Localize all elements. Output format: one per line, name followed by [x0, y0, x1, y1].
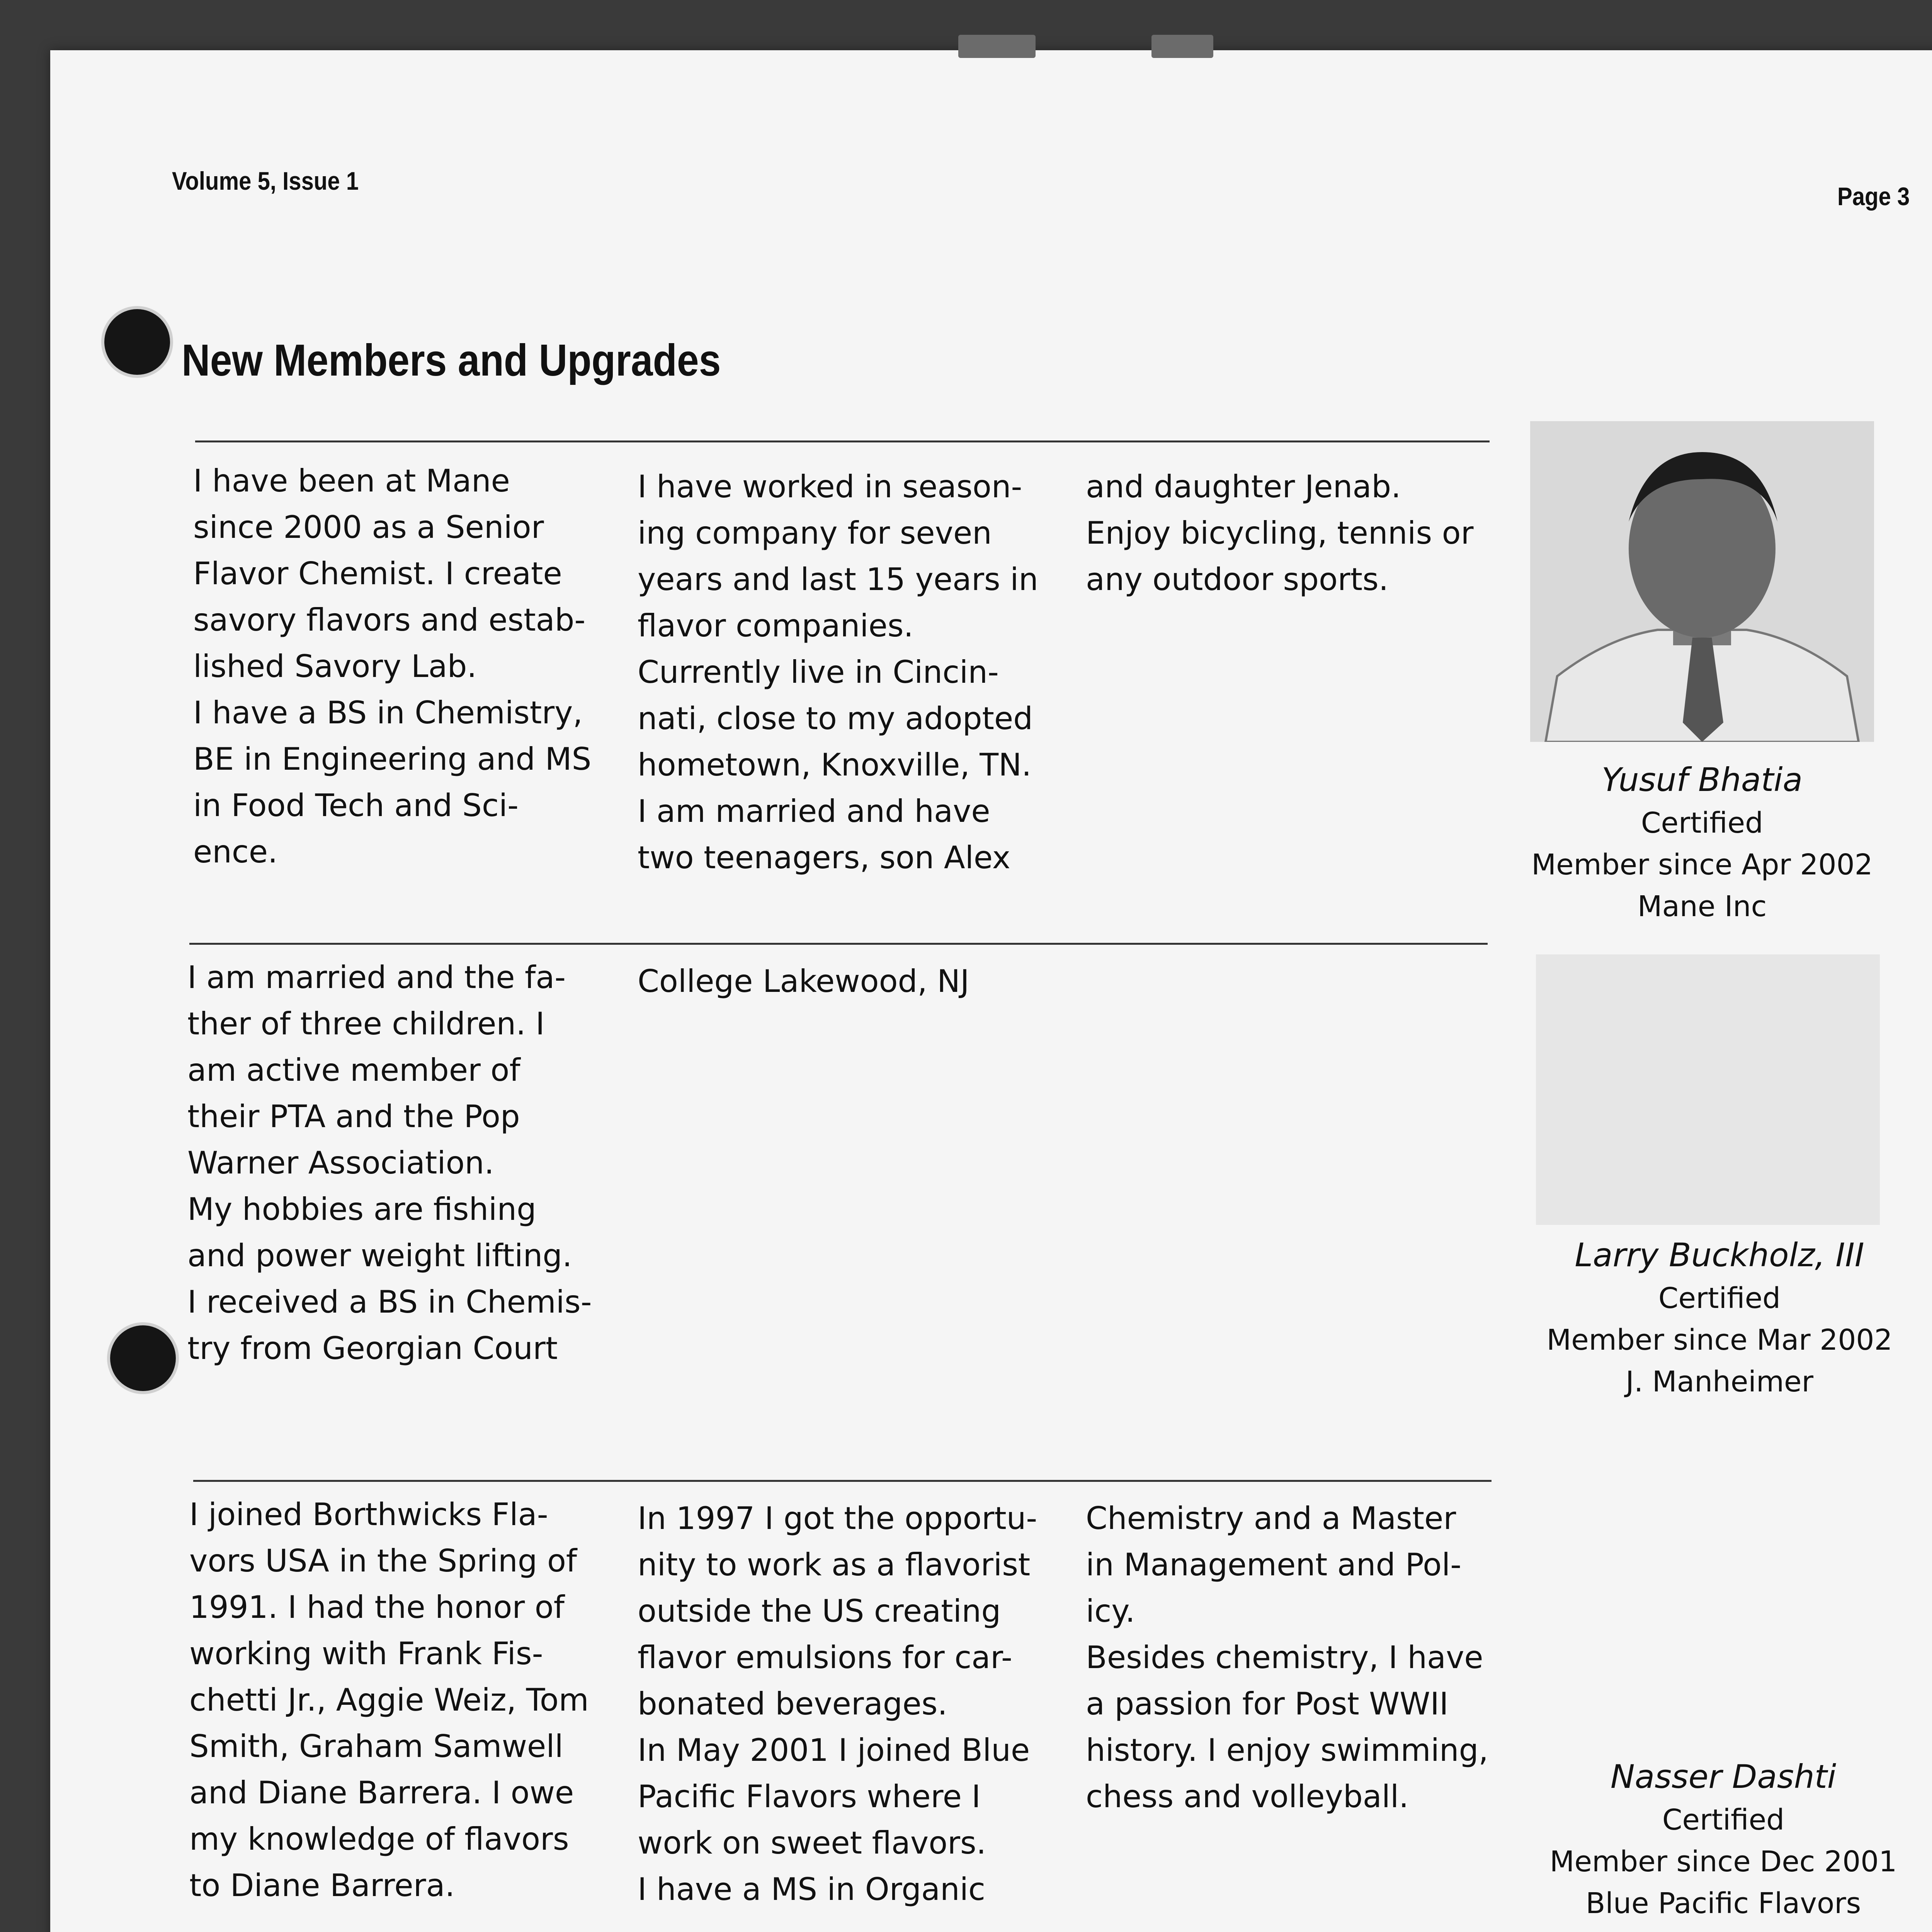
row1-column3-text: and daughter Jenab. Enjoy bicycling, tennis or any outdoor sports. — [1086, 469, 1474, 597]
row-divider — [195, 440, 1490, 442]
member-name: Nasser Dashti — [1610, 1758, 1837, 1796]
row1-column1-text: I have been at Mane since 2000 as a Senior Flavor Chemist. I create savory flavors and estab- lished Savory Lab. I have a BS in Chemistry, BE in Engineering and MS in Food Tech and Sci- ence. — [193, 463, 592, 870]
binder-clip — [1151, 35, 1213, 58]
member-since: Member since Dec 2001 — [1549, 1845, 1897, 1878]
profile-nasser — [1530, 1754, 1917, 1924]
member-photo-placeholder-larry — [1536, 954, 1880, 1225]
profile-larry — [1526, 1233, 1913, 1403]
row2-column2-text: College Lakewood, NJ — [638, 963, 969, 999]
section-title: New Members and Upgrades — [182, 335, 721, 385]
member-company: Mane Inc — [1637, 890, 1767, 923]
member-photo-yusuf — [1530, 421, 1874, 742]
punch-hole — [110, 1325, 176, 1391]
member-name: Larry Buckholz, III — [1575, 1236, 1864, 1274]
member-since: Member since Mar 2002 — [1546, 1323, 1893, 1357]
page-number: Page 3 — [1837, 182, 1910, 211]
row3-column3-text: Chemistry and a Master in Management and Pol- icy. Besides chemistry, I have a passion for Post WWII history. I enjoy swimming, chess and volleyball. — [1086, 1500, 1488, 1815]
row2-column1-text: I am married and the fa- ther of three children. I am active member of their PTA and the Pop Warner Association. My hobbies are fishing and power weight lifting. I received a BS in Chemis- try from Georgian Court — [187, 959, 592, 1366]
member-name: Yusuf Bhatia — [1601, 761, 1803, 799]
row-divider — [189, 943, 1488, 945]
row3-column1-text: I joined Borthwicks Fla- vors USA in the Spring of 1991. I had the honor of working with Frank Fis- chetti Jr., Aggie Weiz, Tom Smith, Graham Samwell and Diane Barrera. I owe my knowledge of flavors to Diane Barrera. — [189, 1497, 589, 1903]
member-level: Certified — [1641, 806, 1764, 840]
member-company: Blue Pacific Flavors — [1585, 1887, 1861, 1920]
binder-clip — [958, 35, 1036, 58]
member-company: J. Manheimer — [1626, 1365, 1813, 1398]
member-level: Certified — [1662, 1803, 1785, 1837]
member-since: Member since Apr 2002 — [1531, 848, 1873, 881]
punch-hole — [104, 309, 170, 375]
profile-yusuf — [1509, 757, 1895, 927]
member-level: Certified — [1658, 1282, 1781, 1315]
row3-column2-text: In 1997 I got the opportu- nity to work as a flavorist outside the US creating flavor emulsions for car- bonated beverages. In May 2001 I joined Blue Pacific Flavors where I work on sweet flavors. I have a MS in Organic — [638, 1500, 1037, 1907]
row1-column2-text: I have worked in season- ing company for seven years and last 15 years in flavor companies. Currently live in Cincin- nati, close to my adopted hometown, Knoxville, TN. I am married and have two teenagers, son Alex — [638, 469, 1038, 876]
volume-issue: Volume 5, Issue 1 — [172, 167, 359, 195]
portrait-image — [1530, 421, 1874, 742]
row-divider — [193, 1480, 1492, 1482]
